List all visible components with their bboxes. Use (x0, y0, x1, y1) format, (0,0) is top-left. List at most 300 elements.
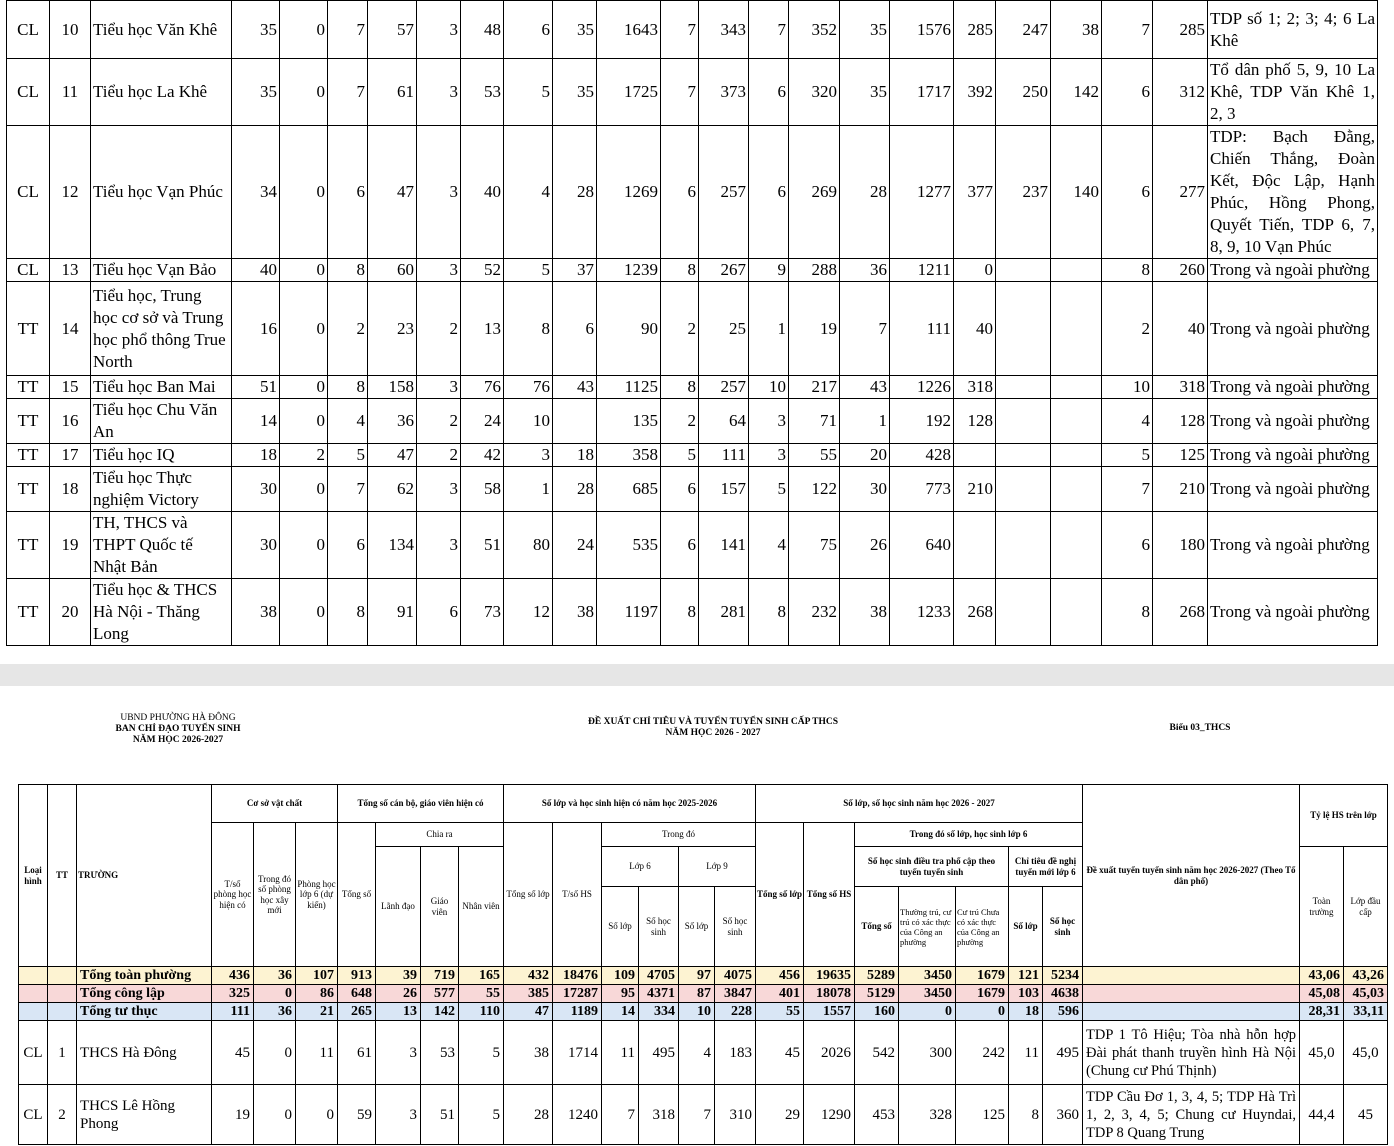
col-trong-do-lop6: Trong đó số lớp, học sinh lớp 6 (855, 823, 1083, 847)
value-cell (1051, 444, 1102, 467)
value-cell: 268 (954, 579, 996, 646)
table-row (7, 579, 1378, 646)
value-cell: 8 (749, 579, 789, 646)
value-cell: 2 (417, 444, 461, 467)
value-cell: 76 (504, 376, 553, 399)
value-cell: 19635 (804, 967, 855, 985)
value-cell: 535 (597, 512, 661, 579)
value-cell: 0 (956, 1003, 1009, 1021)
form-code: Biểu 03_THCS (1169, 723, 1231, 733)
col-csvc: Cơ sở vật chất (212, 785, 338, 823)
value-cell: 288 (789, 259, 840, 282)
value-cell: 310 (715, 1085, 756, 1145)
value-cell: 55 (756, 1003, 804, 1021)
value-cell: 0 (280, 1, 328, 59)
value-cell: 38 (1051, 1, 1102, 59)
value-cell: 43 (840, 376, 890, 399)
value-cell: 36 (840, 259, 890, 282)
value-cell: 24 (461, 399, 504, 444)
value-cell: 640 (890, 512, 954, 579)
value-cell: 2 (417, 282, 461, 376)
value-cell: 6 (749, 59, 789, 126)
school-type: TT (7, 399, 50, 444)
ratio-cell: 28,31 (1300, 1003, 1344, 1021)
value-cell: 90 (597, 282, 661, 376)
value-cell: 2 (417, 399, 461, 444)
value-cell: 35 (553, 1, 597, 59)
value-cell: 4 (749, 512, 789, 579)
value-cell: 6 (553, 282, 597, 376)
col-lanh-dao: Lãnh đạo (376, 847, 421, 967)
value-cell (996, 399, 1051, 444)
value-cell: 210 (1153, 467, 1208, 512)
value-cell: 57 (368, 1, 417, 59)
value-cell: 13 (376, 1003, 421, 1021)
row-number: 18 (50, 467, 91, 512)
value-cell: 51 (461, 512, 504, 579)
value-cell: 4 (504, 126, 553, 259)
value-cell: 23 (368, 282, 417, 376)
col-lop6: Lớp 6 (602, 847, 679, 887)
col-giao-vien: Giáo viên (421, 847, 459, 967)
value-cell: 3847 (715, 985, 756, 1003)
value-cell: 80 (504, 512, 553, 579)
col-lop6-so-lop: Số lớp (602, 887, 639, 967)
value-cell: 1679 (956, 967, 1009, 985)
value-cell: 0 (296, 1085, 338, 1145)
value-cell: 10 (504, 399, 553, 444)
school-type: TT (7, 467, 50, 512)
value-cell: 7 (602, 1085, 639, 1145)
total-label: Tổng công lập (77, 985, 212, 1003)
school-name: Tiểu học La Khê (91, 59, 232, 126)
row-number: 13 (50, 259, 91, 282)
table-row (7, 376, 1378, 399)
value-cell: 281 (699, 579, 749, 646)
col-tong-so-cb: Tổng số (338, 823, 376, 967)
value-cell: 35 (232, 1, 280, 59)
value-cell: 40 (461, 126, 504, 259)
col-chua-xac-thuc: Cư trú Chưa có xác thực của Công an phường (956, 887, 1009, 967)
col-tong-so-hs: Tổng số HS (804, 823, 855, 967)
value-cell: 3 (376, 1021, 421, 1085)
value-cell: 7 (328, 1, 368, 59)
col-nam-moi: Số lớp, số học sinh năm học 2026 - 2027 (756, 785, 1083, 823)
col-lop9-so-hs: Số học sinh (715, 887, 756, 967)
ratio-cell: 45,03 (1344, 985, 1388, 1003)
value-cell: 76 (461, 376, 504, 399)
table-row (7, 259, 1378, 282)
value-cell: 5 (459, 1021, 504, 1085)
document-title (513, 717, 913, 739)
value-cell: 8 (328, 376, 368, 399)
value-cell: 1717 (890, 59, 954, 126)
value-cell: 35 (553, 59, 597, 126)
value-cell: 39 (376, 967, 421, 985)
row-number: 16 (50, 399, 91, 444)
value-cell: 36 (254, 967, 296, 985)
value-cell: 334 (639, 1003, 679, 1021)
value-cell: 6 (417, 579, 461, 646)
value-cell: 0 (254, 1021, 296, 1085)
value-cell: 58 (461, 467, 504, 512)
value-cell: 6 (661, 512, 699, 579)
value-cell: 3 (504, 444, 553, 467)
value-cell (1051, 399, 1102, 444)
col-dieu-tra-tong: Tổng số (855, 887, 899, 967)
value-cell: 61 (368, 59, 417, 126)
catchment-area: Trong và ngoài phường (1208, 512, 1378, 579)
row-number: 14 (50, 282, 91, 376)
table-row (7, 126, 1378, 259)
value-cell: 20 (840, 444, 890, 467)
value-cell: 158 (368, 376, 417, 399)
title-line-2: NĂM HỌC 2026 - 2027 (665, 728, 761, 738)
value-cell: 0 (280, 467, 328, 512)
value-cell: 1 (840, 399, 890, 444)
row-number: 19 (50, 512, 91, 579)
school-name: Tiểu học, Trung học cơ sở và Trung học phổ thông True North (91, 282, 232, 376)
value-cell: 3450 (899, 967, 956, 985)
de-xuat-cell (1083, 967, 1300, 985)
value-cell: 53 (421, 1021, 459, 1085)
value-cell: 4 (328, 399, 368, 444)
value-cell: 6 (328, 126, 368, 259)
school-type: TT (7, 444, 50, 467)
value-cell (996, 444, 1051, 467)
value-cell: 35 (840, 59, 890, 126)
value-cell: 16 (232, 282, 280, 376)
value-cell: 7 (840, 282, 890, 376)
value-cell: 47 (504, 1003, 553, 1021)
table-row (7, 282, 1378, 376)
value-cell: 73 (461, 579, 504, 646)
value-cell: 3 (417, 259, 461, 282)
value-cell: 6 (328, 512, 368, 579)
value-cell: 250 (996, 59, 1051, 126)
value-cell: 30 (232, 467, 280, 512)
value-cell: 360 (1043, 1085, 1083, 1145)
school-name: Tiểu học Vạn Bảo (91, 259, 232, 282)
value-cell: 913 (338, 967, 376, 985)
value-cell: 0 (280, 376, 328, 399)
value-cell: 157 (699, 467, 749, 512)
value-cell: 0 (899, 1003, 956, 1021)
row-number: 2 (48, 1085, 77, 1145)
value-cell: 428 (890, 444, 954, 467)
value-cell: 2 (280, 444, 328, 467)
de-xuat-cell (1083, 1003, 1300, 1021)
value-cell: 217 (789, 376, 840, 399)
value-cell: 7 (679, 1085, 715, 1145)
total-private-row (19, 1003, 1388, 1021)
value-cell: 125 (1153, 444, 1208, 467)
value-cell: 7 (328, 467, 368, 512)
catchment-area: Trong và ngoài phường (1208, 444, 1378, 467)
school-name: Tiểu học & THCS Hà Nội - Thăng Long (91, 579, 232, 646)
value-cell: 1239 (597, 259, 661, 282)
school-year: NĂM HỌC 2026-2027 (132, 735, 224, 745)
top-school-table (6, 0, 1378, 646)
value-cell (996, 512, 1051, 579)
value-cell: 4 (679, 1021, 715, 1085)
value-cell: 55 (459, 985, 504, 1003)
value-cell: 7 (1102, 1, 1153, 59)
type-cell (19, 967, 48, 985)
ratio-cell: 45,08 (1300, 985, 1344, 1003)
school-type: TT (7, 282, 50, 376)
value-cell: 4 (1102, 399, 1153, 444)
school-name: THCS Hà Đông (77, 1021, 212, 1085)
value-cell: 122 (789, 467, 840, 512)
value-cell: 128 (954, 399, 996, 444)
value-cell: 35 (840, 1, 890, 59)
value-cell: 1233 (890, 579, 954, 646)
value-cell: 71 (789, 399, 840, 444)
value-cell (1051, 512, 1102, 579)
school-type: TT (7, 376, 50, 399)
value-cell: 267 (699, 259, 749, 282)
row-number: 20 (50, 579, 91, 646)
value-cell (996, 579, 1051, 646)
col-phong-xay-moi: Trong đó số phòng học xây mới (254, 823, 296, 967)
value-cell: 277 (1153, 126, 1208, 259)
value-cell: 596 (1043, 1003, 1083, 1021)
value-cell: 10 (749, 376, 789, 399)
value-cell: 3 (417, 1, 461, 59)
value-cell: 1 (504, 467, 553, 512)
table-row (7, 512, 1378, 579)
col-lop6-so-hs: Số học sinh (639, 887, 679, 967)
value-cell: 6 (1102, 126, 1153, 259)
value-cell: 495 (639, 1021, 679, 1085)
value-cell: 2 (328, 282, 368, 376)
value-cell: 87 (679, 985, 715, 1003)
value-cell: 312 (1153, 59, 1208, 126)
value-cell: 38 (232, 579, 280, 646)
value-cell (996, 282, 1051, 376)
catchment-area: Trong và ngoài phường (1208, 467, 1378, 512)
value-cell: 40 (232, 259, 280, 282)
col-lop9-so-lop: Số lớp (679, 887, 715, 967)
ratio-cell: 43,26 (1344, 967, 1388, 985)
value-cell: 28 (504, 1085, 553, 1145)
value-cell: 0 (254, 1085, 296, 1145)
table-row (19, 1021, 1388, 1085)
value-cell: 6 (1102, 512, 1153, 579)
catchment-area: Tổ dân phố 5, 9, 10 La Khê, TDP Văn Khê 1, 2, 3 (1208, 59, 1378, 126)
value-cell: 9 (749, 259, 789, 282)
value-cell: 60 (368, 259, 417, 282)
value-cell: 300 (899, 1021, 956, 1085)
value-cell: 0 (254, 985, 296, 1003)
school-type: CL (7, 126, 50, 259)
value-cell: 18 (553, 444, 597, 467)
value-cell: 140 (1051, 126, 1102, 259)
school-type: CL (7, 59, 50, 126)
de-xuat-cell (1083, 985, 1300, 1003)
value-cell: 35 (232, 59, 280, 126)
value-cell: 18 (1009, 1003, 1043, 1021)
ratio-cell: 45 (1344, 1085, 1388, 1145)
value-cell: 75 (789, 512, 840, 579)
value-cell: 1 (749, 282, 789, 376)
org-header (98, 713, 258, 746)
value-cell: 260 (1153, 259, 1208, 282)
value-cell (553, 399, 597, 444)
value-cell: 5 (1102, 444, 1153, 467)
catchment-area: TDP 1 Tô Hiệu; Tòa nhà hỗn hợp Đài phát thanh truyền hình Hà Nội (Chung cư Phú Thịnh) (1083, 1021, 1300, 1085)
school-type: CL (7, 259, 50, 282)
value-cell: 26 (840, 512, 890, 579)
value-cell (1051, 467, 1102, 512)
value-cell: 0 (280, 579, 328, 646)
value-cell: 19 (212, 1085, 254, 1145)
table-row (19, 1085, 1388, 1145)
value-cell: 128 (1153, 399, 1208, 444)
value-cell: 228 (715, 1003, 756, 1021)
value-cell: 352 (789, 1, 840, 59)
value-cell: 358 (597, 444, 661, 467)
value-cell: 373 (699, 59, 749, 126)
col-tt: TT (48, 785, 77, 967)
value-cell: 285 (1153, 1, 1208, 59)
value-cell: 111 (890, 282, 954, 376)
value-cell: 6 (661, 467, 699, 512)
value-cell: 24 (553, 512, 597, 579)
table-row (7, 1, 1378, 59)
value-cell: 1269 (597, 126, 661, 259)
value-cell: 577 (421, 985, 459, 1003)
value-cell: 8 (661, 259, 699, 282)
col-chia-ra: Chia ra (376, 823, 504, 847)
value-cell: 36 (254, 1003, 296, 1021)
value-cell: 4371 (639, 985, 679, 1003)
value-cell: 192 (890, 399, 954, 444)
title-line-1: ĐỀ XUẤT CHỈ TIÊU VÀ TUYỂN TUYỂN SINH CẤP THCS (588, 717, 838, 727)
value-cell: 237 (996, 126, 1051, 259)
catchment-area: Trong và ngoài phường (1208, 259, 1378, 282)
value-cell: 183 (715, 1021, 756, 1085)
value-cell: 121 (1009, 967, 1043, 985)
row-number: 15 (50, 376, 91, 399)
catchment-area: TDP số 1; 2; 3; 4; 6 La Khê (1208, 1, 1378, 59)
col-phong-hien-co: T/số phòng học hiện có (212, 823, 254, 967)
value-cell: 3450 (899, 985, 956, 1003)
col-chi-tieu-so-lop: Số lớp (1009, 887, 1043, 967)
value-cell: 3 (376, 1085, 421, 1145)
col-lop9: Lớp 9 (679, 847, 756, 887)
value-cell: 1557 (804, 1003, 855, 1021)
value-cell: 265 (338, 1003, 376, 1021)
value-cell: 18476 (553, 967, 602, 985)
value-cell: 0 (280, 259, 328, 282)
value-cell: 55 (789, 444, 840, 467)
col-lop-dau-cap: Lớp đầu cấp (1344, 847, 1388, 967)
value-cell: 37 (553, 259, 597, 282)
school-type: CL (7, 1, 50, 59)
tt-cell (48, 985, 77, 1003)
value-cell: 432 (504, 967, 553, 985)
value-cell (1051, 376, 1102, 399)
value-cell: 242 (956, 1021, 1009, 1085)
value-cell: 1277 (890, 126, 954, 259)
value-cell: 343 (699, 1, 749, 59)
value-cell: 1290 (804, 1085, 855, 1145)
value-cell (954, 512, 996, 579)
committee-name: BAN CHỈ ĐẠO TUYỂN SINH (115, 724, 241, 734)
value-cell: 6 (661, 126, 699, 259)
total-label: Tổng toàn phường (77, 967, 212, 985)
col-thuong-tru: Thường trú, cư trú có xác thực của Công an phường (899, 887, 956, 967)
value-cell: 7 (1102, 467, 1153, 512)
value-cell: 385 (504, 985, 553, 1003)
value-cell: 5 (459, 1085, 504, 1145)
col-tong-so-lop-moi: Tổng số lớp (756, 823, 804, 967)
value-cell: 2 (661, 399, 699, 444)
tt-cell (48, 967, 77, 985)
value-cell: 3 (417, 59, 461, 126)
value-cell: 0 (280, 282, 328, 376)
value-cell: 685 (597, 467, 661, 512)
value-cell: 40 (1153, 282, 1208, 376)
value-cell: 8 (328, 579, 368, 646)
value-cell: 5 (328, 444, 368, 467)
col-toan-truong: Toàn trường (1300, 847, 1344, 967)
value-cell: 8 (661, 376, 699, 399)
value-cell: 318 (639, 1085, 679, 1145)
col-ts-hs: T/số HS (553, 823, 602, 967)
school-name: Tiểu học Thực nghiệm Victory (91, 467, 232, 512)
value-cell: 232 (789, 579, 840, 646)
value-cell: 25 (699, 282, 749, 376)
total-ward-row (19, 967, 1388, 985)
value-cell: 495 (1043, 1021, 1083, 1085)
value-cell: 17287 (553, 985, 602, 1003)
value-cell: 142 (1051, 59, 1102, 126)
value-cell: 8 (661, 579, 699, 646)
col-ty-le: Tỷ lệ HS trên lớp (1300, 785, 1388, 847)
value-cell: 180 (1153, 512, 1208, 579)
value-cell: 1576 (890, 1, 954, 59)
page-separator (0, 664, 1394, 686)
school-name: Tiểu học Văn Khê (91, 1, 232, 59)
catchment-area: Trong và ngoài phường (1208, 399, 1378, 444)
value-cell: 42 (461, 444, 504, 467)
value-cell: 325 (212, 985, 254, 1003)
value-cell: 13 (461, 282, 504, 376)
type-cell (19, 985, 48, 1003)
value-cell: 285 (954, 1, 996, 59)
value-cell: 1197 (597, 579, 661, 646)
value-cell: 47 (368, 126, 417, 259)
value-cell: 134 (368, 512, 417, 579)
col-nhan-vien: Nhân viên (459, 847, 504, 967)
value-cell: 401 (756, 985, 804, 1003)
row-number: 17 (50, 444, 91, 467)
value-cell: 38 (840, 579, 890, 646)
value-cell: 453 (855, 1085, 899, 1145)
value-cell (996, 467, 1051, 512)
ratio-cell: 33,11 (1344, 1003, 1388, 1021)
ratio-cell: 44,4 (1300, 1085, 1344, 1145)
value-cell: 14 (602, 1003, 639, 1021)
col-tong-so-lop: Tổng số lớp (504, 823, 553, 967)
value-cell: 8 (1102, 579, 1153, 646)
table-row (7, 444, 1378, 467)
value-cell: 103 (1009, 985, 1043, 1003)
value-cell: 64 (699, 399, 749, 444)
